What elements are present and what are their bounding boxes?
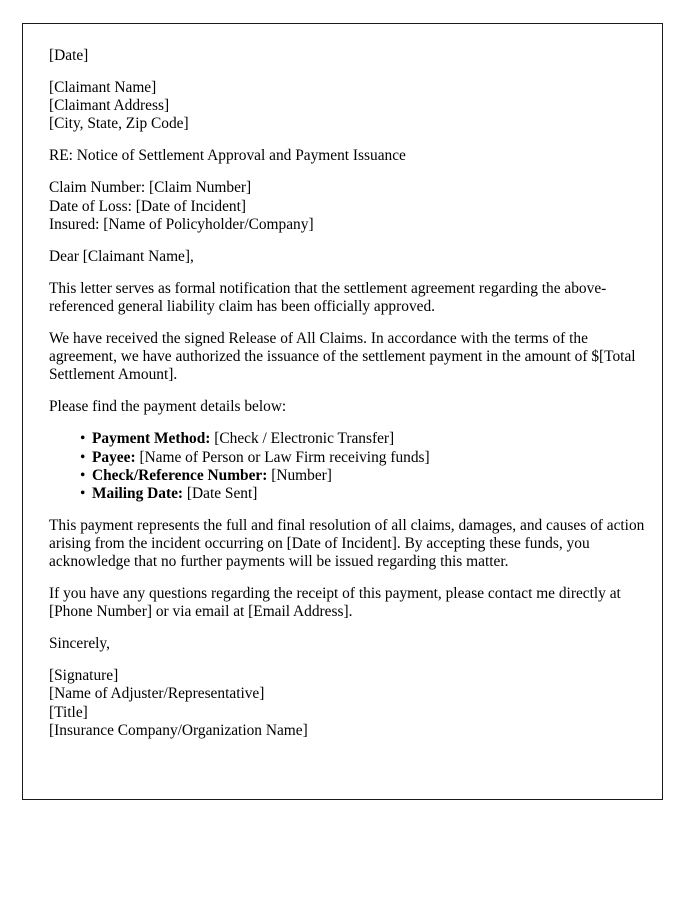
recipient-name: [Claimant Name] [49, 79, 157, 97]
details-intro: Please find the payment details below: [49, 398, 287, 416]
payment-detail-item [49, 449, 655, 467]
payment-detail-value: [Number] [267, 466, 332, 484]
signature-placeholder: [Signature] [49, 667, 119, 685]
paragraph-2: We have received the signed Release of All Claims. In accordance with the terms of the agreement, we have authorized the issuance of the settlement payment in the amount of $[Total Settlement Amount]. [49, 330, 636, 384]
signer-organization: [Insurance Company/Organization Name] [49, 721, 308, 739]
subject-line: RE: Notice of Settlement Approval and Payment Issuance [49, 147, 406, 165]
paragraph-1: This letter serves as formal notification that the settlement agreement regarding the above-referenced general liability claim has been officially approved. [49, 279, 607, 315]
closing-line: Sincerely, [49, 635, 110, 653]
date-block [49, 47, 655, 65]
payment-detail-item [49, 485, 655, 503]
payment-detail-item [49, 467, 655, 485]
recipient-city-state-zip: [City, State, Zip Code] [49, 115, 189, 133]
claim-number-line: Claim Number: [Claim Number] [49, 179, 252, 197]
signer-name: [Name of Adjuster/Representative] [49, 685, 265, 703]
letter-body [49, 47, 655, 740]
payment-detail-label: Check/Reference Number: [92, 466, 268, 484]
paragraph-2-block [49, 330, 655, 384]
subject-block [49, 147, 655, 165]
paragraph-1-block [49, 280, 655, 316]
paragraph-4-block [49, 585, 655, 621]
closing-block [49, 635, 655, 653]
recipient-address: [Claimant Address] [49, 97, 170, 115]
paragraph-3-block [49, 517, 655, 571]
signature-block [49, 667, 655, 739]
letter-page [22, 23, 663, 800]
payment-detail-value: [Date Sent] [183, 484, 258, 502]
salutation-block [49, 248, 655, 266]
payment-detail-value: [Name of Person or Law Firm receiving funds] [135, 448, 430, 466]
payment-detail-label: Payee: [92, 448, 136, 466]
payment-details-list [49, 430, 655, 502]
payment-detail-label: Payment Method: [92, 430, 211, 448]
salutation-line: Dear [Claimant Name], [49, 247, 194, 265]
signer-title: [Title] [49, 703, 88, 721]
date-of-loss-line: Date of Loss: [Date of Incident] [49, 197, 247, 215]
recipient-address-block [49, 79, 655, 133]
payment-detail-value: [Check / Electronic Transfer] [210, 430, 395, 448]
payment-details-block [49, 430, 655, 502]
insured-line: Insured: [Name of Policyholder/Company] [49, 215, 314, 233]
date-line: [Date] [49, 47, 89, 64]
payment-detail-item [49, 430, 655, 448]
paragraph-3: This payment represents the full and final resolution of all claims, damages, and causes of action arising from the incident occurring on [Date of Incident]. By accepting these funds, you acknowledge that no further payments will be issued regarding this matter. [49, 516, 645, 570]
claim-info-block [49, 179, 655, 233]
payment-detail-label: Mailing Date: [92, 484, 184, 502]
paragraph-4: If you have any questions regarding the receipt of this payment, please contact me directly at [Phone Number] or via email at [Email Address]. [49, 585, 621, 621]
details-intro-block [49, 398, 655, 416]
